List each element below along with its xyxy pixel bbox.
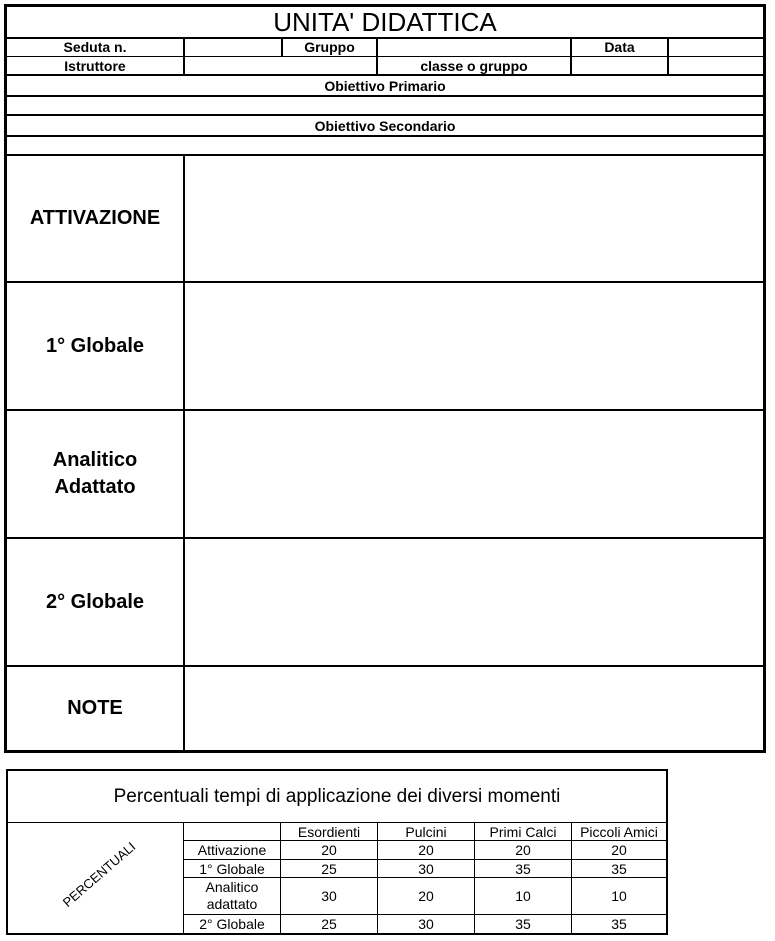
- obiettivo-primario-label: Obiettivo Primario: [324, 77, 446, 94]
- column-header: Esordienti: [297, 823, 361, 840]
- column-header: Primi Calci: [489, 823, 557, 840]
- note-field[interactable]: [185, 667, 763, 750]
- table-cell: 30: [418, 860, 434, 877]
- extra-field[interactable]: [669, 57, 763, 74]
- attivazione-field[interactable]: [185, 156, 763, 281]
- table-cell: 35: [515, 860, 531, 877]
- table-cell: 35: [611, 860, 627, 877]
- table-cell: 25: [321, 860, 337, 877]
- table-cell: 20: [515, 842, 531, 858]
- table-cell: 35: [515, 916, 531, 932]
- table-cell: 10: [515, 888, 531, 904]
- column-header: Piccoli Amici: [580, 823, 658, 840]
- row-label: 1° Globale: [199, 860, 265, 877]
- percent-table-title: Percentuali tempi di applicazione dei diversi momenti: [113, 785, 561, 807]
- table-cell: 25: [321, 916, 337, 932]
- table-cell: 20: [418, 888, 434, 904]
- table-cell: 35: [611, 916, 627, 932]
- row-label: Analitico adattato: [205, 879, 259, 912]
- obiettivo-primario-field[interactable]: [7, 97, 763, 114]
- row-label: Attivazione: [197, 842, 267, 858]
- obiettivo-secondario-field[interactable]: [7, 137, 763, 154]
- form-title: UNITA' DIDATTICA: [273, 6, 497, 37]
- istruttore-label: Istruttore: [64, 57, 126, 74]
- seduta-field[interactable]: [185, 38, 281, 56]
- section-label-analitico-adattato: Analitico Adattato: [52, 449, 138, 498]
- table-cell: 30: [321, 888, 337, 904]
- table-cell: 20: [321, 842, 337, 858]
- istruttore-field[interactable]: [185, 57, 376, 74]
- section-label-1-globale: 1° Globale: [45, 334, 145, 357]
- seduta-label: Seduta n.: [63, 39, 127, 55]
- table-cell: 10: [611, 888, 627, 904]
- gruppo-label: Gruppo: [304, 39, 355, 55]
- gruppo-field[interactable]: [378, 38, 570, 56]
- classe-field[interactable]: [572, 57, 667, 74]
- column-header: Pulcini: [405, 823, 447, 840]
- table-cell: 30: [418, 916, 434, 932]
- secondo-globale-field[interactable]: [185, 539, 763, 665]
- classe-label: classe o gruppo: [420, 57, 528, 74]
- section-label-note: NOTE: [67, 697, 123, 719]
- percentuali-side-label: PERCENTUALI: [59, 838, 139, 911]
- data-label: Data: [604, 39, 635, 55]
- table-cell: 20: [611, 842, 627, 858]
- row-label: 2° Globale: [199, 916, 265, 932]
- table-cell: 20: [418, 842, 434, 858]
- data-field[interactable]: [669, 38, 763, 56]
- section-label-attivazione: ATTIVAZIONE: [29, 207, 161, 229]
- analitico-field[interactable]: [185, 411, 763, 537]
- primo-globale-field[interactable]: [185, 283, 763, 409]
- obiettivo-secondario-label: Obiettivo Secondario: [314, 117, 456, 134]
- section-label-2-globale: 2° Globale: [45, 590, 145, 613]
